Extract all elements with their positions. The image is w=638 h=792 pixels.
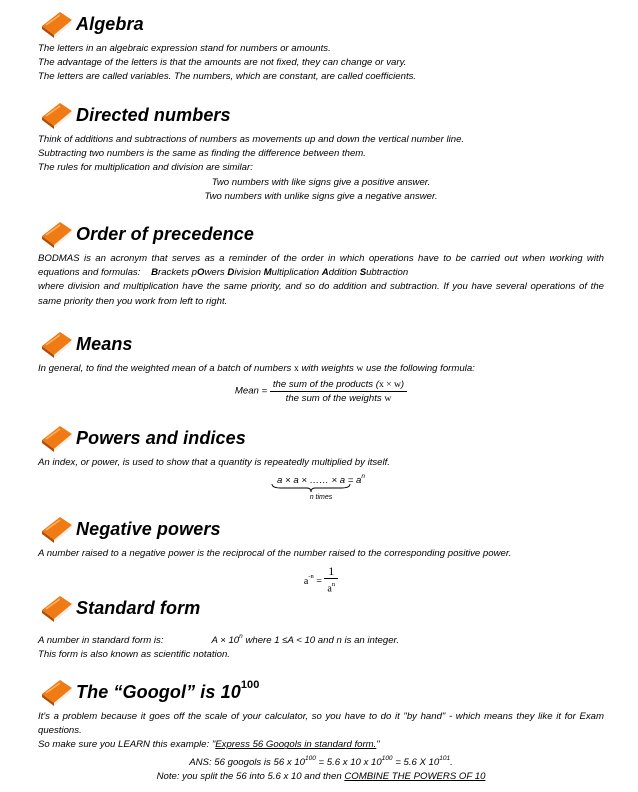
section-title: Negative powers [76,519,221,539]
googol-paragraph: It's a problem because it goes off the scale of your calculator, so you have to do it "by hand" - which means they like it for Exam questions. [38,711,604,737]
section-order-of-precedence [38,218,604,309]
answer-line: ANS: 56 googols is 56 x $10^{100} = 5.6$ x 10 x $10^{100} = 5.6$ X $10^{101}$. [189,754,453,768]
rule-line: Two numbers with unlike signs give a negative answer. [204,190,438,202]
section-title: Directed numbers [76,105,231,125]
text-line: The letters in an algebraic expression stand for numbers or amounts. [38,43,331,54]
section-googol [38,676,604,784]
brace-label: n times [309,494,333,502]
orange-book-icon [38,676,74,706]
text-line: The advantage of the letters is that the amounts are not fixed, they can change or vary. [38,57,407,69]
section-directed-numbers [38,99,604,204]
power-expression: a × a × …… × $a = a^n$ n times [38,470,604,504]
orange-book-icon [38,328,74,358]
text-line: This form is also known as scientific notation. [38,649,230,661]
text-line: Subtracting two numbers is the same as finding the difference between them. [38,148,366,160]
orange-book-icon [38,513,74,543]
section-powers-and-indices [38,422,604,504]
brace-icon [271,483,351,493]
section-algebra [38,8,604,85]
section-means [38,328,604,405]
rule-line: Two numbers with like signs give a positive answer. [211,176,431,188]
bodmas-paragraph [38,252,604,280]
negative-power-formula: $a^{-n}$ = $\frac{1}{a^n}$ [38,565,604,595]
section-title: Order of precedence [76,224,254,244]
text-line: In general, to find the weighted mean of a batch of numbers x with weights w use the following formula: [38,363,475,374]
text-line: So make sure you LEARN this example: "Express 56 Googols in standard form." [38,739,380,751]
text-line: A number in standard form is: $A \times 10^n$ where 1 ≤A < 10 and n is an integer. [38,633,400,647]
section-title: Standard form [76,598,201,618]
text-line: The rules for multiplication and division are similar: [38,162,253,174]
text-line: An index, or power, is used to show that a quantity is repeatedly multiplied by itself. [38,457,390,468]
orange-book-icon [38,592,74,622]
section-title: Powers and indices [76,428,246,448]
section-title: Algebra [76,14,144,34]
orange-book-icon [38,8,74,38]
bodmas-intro: BODMAS is an acronym that serves as a reminder of the order in which operations have to be carried out when working with equations and formulas: [38,253,604,279]
bodmas-words: Brackets pOwers Division Multiplication Addition Subtraction [151,267,409,279]
section-negative-powers [38,513,604,596]
section-title: Means [76,334,133,354]
text-line: A number raised to a negative power is the reciprocal of the number raised to the corresponding positive power. [38,548,512,559]
note-line: Note: you split the 56 into 5.6 x 10 and then COMBINE THE POWERS OF 10 [156,771,486,782]
orange-book-icon [38,99,74,129]
section-standard-form [38,592,604,663]
mean-formula: Mean = $\frac{\text{the sum of the products (x × w)}}{\text{the sum of the weights w}}$ [38,378,604,405]
text-line: The letters are called variables. The numbers, which are constant, are called coefficients. [38,71,417,83]
precedence-body: where division and multiplication have the same priority, and so do addition and subtraction. If you have several operations of the same priority then you work from left to right. [38,281,604,307]
text-line: Think of additions and subtractions of numbers as movements up and down the vertical number line. [38,134,465,145]
orange-book-icon [38,422,74,452]
section-title: The “Googol” is $10^{100}$ [76,679,260,702]
orange-book-icon [38,218,74,248]
